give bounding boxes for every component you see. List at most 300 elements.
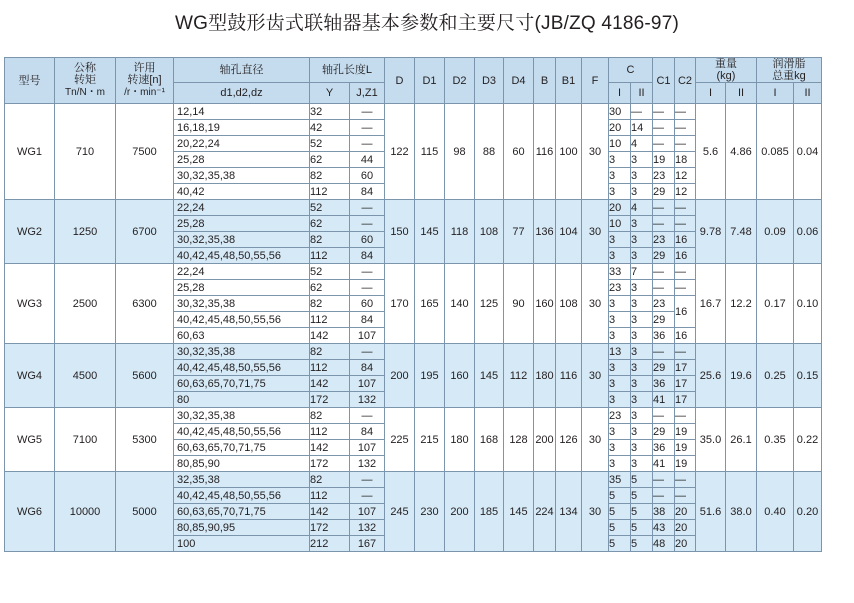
cell-bore: 30,32,35,38 bbox=[174, 344, 310, 360]
cell-c-i: 3 bbox=[609, 360, 631, 376]
cell-c2: 19 bbox=[675, 456, 696, 472]
cell-length-y: 82 bbox=[310, 472, 350, 488]
cell-d2: 200 bbox=[445, 472, 475, 552]
cell-c1: — bbox=[653, 472, 675, 488]
cell-c1: — bbox=[653, 136, 675, 152]
cell-c-ii: 5 bbox=[631, 520, 653, 536]
col-C2: C2 bbox=[675, 58, 696, 104]
col-D: D bbox=[385, 58, 415, 104]
cell-c-ii: 3 bbox=[631, 344, 653, 360]
cell-speed: 5300 bbox=[116, 408, 174, 472]
cell-bore: 30,32,35,38 bbox=[174, 296, 310, 312]
cell-torque: 1250 bbox=[55, 200, 116, 264]
cell-length-j: 167 bbox=[350, 536, 385, 552]
cell-bore: 22,24 bbox=[174, 200, 310, 216]
cell-c1: 29 bbox=[653, 312, 675, 328]
cell-c1: — bbox=[653, 408, 675, 424]
cell-bore: 100 bbox=[174, 536, 310, 552]
cell-c1: 41 bbox=[653, 392, 675, 408]
cell-c-i: 3 bbox=[609, 152, 631, 168]
cell-length-j: 84 bbox=[350, 360, 385, 376]
cell-length-y: 142 bbox=[310, 376, 350, 392]
cell-c-i: 23 bbox=[609, 280, 631, 296]
cell-length-j: 132 bbox=[350, 520, 385, 536]
cell-d: 122 bbox=[385, 104, 415, 200]
cell-bore: 32,35,38 bbox=[174, 472, 310, 488]
cell-c2: 17 bbox=[675, 392, 696, 408]
cell-d3: 145 bbox=[475, 344, 504, 408]
cell-torque: 710 bbox=[55, 104, 116, 200]
col-torque: 公称 转矩 Tn/N・m bbox=[55, 58, 116, 104]
cell-d1: 195 bbox=[415, 344, 445, 408]
cell-c-ii: 3 bbox=[631, 296, 653, 312]
cell-c-ii: 4 bbox=[631, 200, 653, 216]
table-row bbox=[5, 104, 822, 120]
cell-weight-i: 35.0 bbox=[696, 408, 726, 472]
cell-d: 245 bbox=[385, 472, 415, 552]
cell-d4: 90 bbox=[504, 264, 534, 344]
col-c-i: I bbox=[609, 83, 631, 104]
cell-c-ii: 3 bbox=[631, 440, 653, 456]
cell-d2: 160 bbox=[445, 344, 475, 408]
table-row bbox=[5, 408, 822, 424]
cell-c1: — bbox=[653, 216, 675, 232]
cell-c-i: 3 bbox=[609, 456, 631, 472]
cell-weight-ii: 4.86 bbox=[726, 104, 757, 200]
cell-c-i: 10 bbox=[609, 136, 631, 152]
cell-grease-i: 0.09 bbox=[757, 200, 794, 264]
cell-c2: — bbox=[675, 136, 696, 152]
cell-c1: 38 bbox=[653, 504, 675, 520]
cell-length-y: 212 bbox=[310, 536, 350, 552]
table-row bbox=[5, 344, 822, 360]
cell-c2: 16 bbox=[675, 328, 696, 344]
cell-length-j: 132 bbox=[350, 392, 385, 408]
cell-d4: 60 bbox=[504, 104, 534, 200]
cell-c2: — bbox=[675, 488, 696, 504]
cell-b1: 134 bbox=[556, 472, 582, 552]
col-length: 轴孔长度L bbox=[310, 58, 385, 83]
cell-length-y: 82 bbox=[310, 344, 350, 360]
cell-grease-ii: 0.22 bbox=[794, 408, 822, 472]
cell-c2: 18 bbox=[675, 152, 696, 168]
cell-b: 200 bbox=[534, 408, 556, 472]
cell-length-j: — bbox=[350, 120, 385, 136]
cell-d: 200 bbox=[385, 344, 415, 408]
cell-c-ii: 4 bbox=[631, 136, 653, 152]
cell-d4: 128 bbox=[504, 408, 534, 472]
cell-c-ii: 3 bbox=[631, 168, 653, 184]
cell-length-j: 84 bbox=[350, 424, 385, 440]
cell-c-i: 3 bbox=[609, 328, 631, 344]
col-c-ii: II bbox=[631, 83, 653, 104]
cell-c2: — bbox=[675, 472, 696, 488]
cell-c-i: 23 bbox=[609, 408, 631, 424]
cell-length-y: 112 bbox=[310, 184, 350, 200]
cell-grease-i: 0.17 bbox=[757, 264, 794, 344]
cell-grease-i: 0.40 bbox=[757, 472, 794, 552]
cell-model: WG3 bbox=[5, 264, 55, 344]
cell-bore: 40,42 bbox=[174, 184, 310, 200]
cell-weight-ii: 19.6 bbox=[726, 344, 757, 408]
cell-bore: 12,14 bbox=[174, 104, 310, 120]
cell-length-j: 107 bbox=[350, 440, 385, 456]
cell-c2: 20 bbox=[675, 504, 696, 520]
cell-length-j: — bbox=[350, 264, 385, 280]
cell-d3: 185 bbox=[475, 472, 504, 552]
cell-speed: 6300 bbox=[116, 264, 174, 344]
cell-length-y: 142 bbox=[310, 328, 350, 344]
cell-length-j: 44 bbox=[350, 152, 385, 168]
cell-b1: 116 bbox=[556, 344, 582, 408]
cell-model: WG2 bbox=[5, 200, 55, 264]
cell-length-j: — bbox=[350, 136, 385, 152]
cell-c1: — bbox=[653, 280, 675, 296]
cell-c-ii: 5 bbox=[631, 472, 653, 488]
col-model: 型号 bbox=[5, 58, 55, 104]
cell-c1: 48 bbox=[653, 536, 675, 552]
cell-speed: 5000 bbox=[116, 472, 174, 552]
cell-bore: 80,85,90,95 bbox=[174, 520, 310, 536]
cell-length-y: 112 bbox=[310, 312, 350, 328]
cell-torque: 10000 bbox=[55, 472, 116, 552]
cell-c-i: 10 bbox=[609, 216, 631, 232]
cell-bore: 25,28 bbox=[174, 216, 310, 232]
cell-f: 30 bbox=[582, 200, 609, 264]
cell-weight-i: 16.7 bbox=[696, 264, 726, 344]
cell-length-j: 107 bbox=[350, 328, 385, 344]
cell-c2: 17 bbox=[675, 376, 696, 392]
cell-d1: 145 bbox=[415, 200, 445, 264]
col-D3: D3 bbox=[475, 58, 504, 104]
cell-c2: 19 bbox=[675, 424, 696, 440]
col-speed: 许用 转速[n] /r・min⁻¹ bbox=[116, 58, 174, 104]
col-weight: 重量 (kg) bbox=[696, 58, 757, 83]
cell-length-j: — bbox=[350, 104, 385, 120]
cell-c-ii: 5 bbox=[631, 488, 653, 504]
cell-d4: 112 bbox=[504, 344, 534, 408]
cell-length-y: 142 bbox=[310, 440, 350, 456]
cell-length-y: 52 bbox=[310, 136, 350, 152]
cell-grease-ii: 0.20 bbox=[794, 472, 822, 552]
cell-c-ii: 3 bbox=[631, 456, 653, 472]
cell-weight-i: 9.78 bbox=[696, 200, 726, 264]
cell-length-y: 62 bbox=[310, 152, 350, 168]
cell-b: 160 bbox=[534, 264, 556, 344]
cell-c-i: 5 bbox=[609, 536, 631, 552]
cell-c-ii: 3 bbox=[631, 328, 653, 344]
cell-c2: — bbox=[675, 104, 696, 120]
col-D2: D2 bbox=[445, 58, 475, 104]
cell-b1: 108 bbox=[556, 264, 582, 344]
cell-d1: 230 bbox=[415, 472, 445, 552]
cell-bore: 40,42,45,48,50,55,56 bbox=[174, 488, 310, 504]
col-length-j: J,Z1 bbox=[350, 83, 385, 104]
cell-f: 30 bbox=[582, 408, 609, 472]
cell-model: WG5 bbox=[5, 408, 55, 472]
cell-grease-i: 0.35 bbox=[757, 408, 794, 472]
cell-c1: 29 bbox=[653, 424, 675, 440]
cell-speed: 5600 bbox=[116, 344, 174, 408]
cell-c2: 16 bbox=[675, 232, 696, 248]
cell-c1: — bbox=[653, 344, 675, 360]
cell-length-j: 84 bbox=[350, 312, 385, 328]
cell-c-i: 3 bbox=[609, 376, 631, 392]
cell-length-y: 142 bbox=[310, 504, 350, 520]
cell-b1: 104 bbox=[556, 200, 582, 264]
cell-c2: 16 bbox=[675, 248, 696, 264]
col-grease-i: I bbox=[757, 83, 794, 104]
col-length-y: Y bbox=[310, 83, 350, 104]
cell-c-i: 3 bbox=[609, 296, 631, 312]
cell-c-ii: 3 bbox=[631, 424, 653, 440]
cell-torque: 4500 bbox=[55, 344, 116, 408]
cell-length-y: 62 bbox=[310, 216, 350, 232]
cell-grease-i: 0.25 bbox=[757, 344, 794, 408]
cell-length-j: — bbox=[350, 472, 385, 488]
cell-c-ii: 3 bbox=[631, 360, 653, 376]
cell-length-j: — bbox=[350, 216, 385, 232]
cell-torque: 7100 bbox=[55, 408, 116, 472]
cell-c1: 23 bbox=[653, 296, 675, 312]
cell-c-ii: 3 bbox=[631, 376, 653, 392]
cell-grease-ii: 0.10 bbox=[794, 264, 822, 344]
cell-bore: 25,28 bbox=[174, 152, 310, 168]
cell-d4: 145 bbox=[504, 472, 534, 552]
cell-c-i: 3 bbox=[609, 232, 631, 248]
cell-d1: 165 bbox=[415, 264, 445, 344]
cell-b1: 126 bbox=[556, 408, 582, 472]
cell-c-i: 3 bbox=[609, 392, 631, 408]
cell-c2: — bbox=[675, 200, 696, 216]
cell-c-ii: 3 bbox=[631, 152, 653, 168]
cell-c1: 41 bbox=[653, 456, 675, 472]
cell-bore: 30,32,35,38 bbox=[174, 168, 310, 184]
cell-length-y: 82 bbox=[310, 168, 350, 184]
page-title: WG型鼓形齿式联轴器基本参数和主要尺寸(JB/ZQ 4186-97) bbox=[174, 13, 679, 34]
cell-d2: 118 bbox=[445, 200, 475, 264]
cell-speed: 7500 bbox=[116, 104, 174, 200]
cell-length-y: 112 bbox=[310, 248, 350, 264]
cell-length-j: 107 bbox=[350, 504, 385, 520]
cell-grease-i: 0.085 bbox=[757, 104, 794, 200]
col-C: C bbox=[609, 58, 653, 83]
cell-bore: 80 bbox=[174, 392, 310, 408]
cell-bore: 60,63,65,70,71,75 bbox=[174, 376, 310, 392]
cell-c1: 29 bbox=[653, 360, 675, 376]
cell-d3: 168 bbox=[475, 408, 504, 472]
cell-c-ii: 3 bbox=[631, 392, 653, 408]
col-weight-i: I bbox=[696, 83, 726, 104]
cell-c-ii: 7 bbox=[631, 264, 653, 280]
cell-c1: — bbox=[653, 488, 675, 504]
cell-weight-i: 51.6 bbox=[696, 472, 726, 552]
col-weight-ii: II bbox=[726, 83, 757, 104]
cell-weight-ii: 26.1 bbox=[726, 408, 757, 472]
cell-bore: 80,85,90 bbox=[174, 456, 310, 472]
cell-c-i: 3 bbox=[609, 440, 631, 456]
cell-c1: 36 bbox=[653, 328, 675, 344]
cell-c-ii: 3 bbox=[631, 216, 653, 232]
cell-grease-ii: 0.04 bbox=[794, 104, 822, 200]
cell-d2: 140 bbox=[445, 264, 475, 344]
cell-c2: 12 bbox=[675, 168, 696, 184]
cell-c-ii: 14 bbox=[631, 120, 653, 136]
cell-c-i: 5 bbox=[609, 488, 631, 504]
cell-c-ii: 3 bbox=[631, 184, 653, 200]
cell-c-i: 3 bbox=[609, 424, 631, 440]
cell-bore: 40,42,45,48,50,55,56 bbox=[174, 312, 310, 328]
cell-c2: 20 bbox=[675, 520, 696, 536]
cell-length-j: 60 bbox=[350, 232, 385, 248]
coupling-spec-table bbox=[4, 57, 822, 552]
cell-length-j: — bbox=[350, 488, 385, 504]
cell-c1: 23 bbox=[653, 232, 675, 248]
cell-length-y: 52 bbox=[310, 264, 350, 280]
cell-length-j: — bbox=[350, 280, 385, 296]
cell-d3: 88 bbox=[475, 104, 504, 200]
cell-d: 170 bbox=[385, 264, 415, 344]
cell-c-i: 30 bbox=[609, 104, 631, 120]
cell-c-ii: 3 bbox=[631, 312, 653, 328]
cell-length-y: 82 bbox=[310, 232, 350, 248]
col-bore-sub: d1,d2,dz bbox=[174, 83, 310, 104]
cell-model: WG6 bbox=[5, 472, 55, 552]
cell-d2: 98 bbox=[445, 104, 475, 200]
cell-model: WG4 bbox=[5, 344, 55, 408]
table-row bbox=[5, 200, 822, 216]
cell-bore: 30,32,35,38 bbox=[174, 232, 310, 248]
cell-c-i: 33 bbox=[609, 264, 631, 280]
cell-d3: 125 bbox=[475, 264, 504, 344]
cell-d4: 77 bbox=[504, 200, 534, 264]
cell-f: 30 bbox=[582, 344, 609, 408]
cell-bore: 22,24 bbox=[174, 264, 310, 280]
cell-length-y: 112 bbox=[310, 488, 350, 504]
cell-c2: — bbox=[675, 216, 696, 232]
cell-c-ii: 5 bbox=[631, 504, 653, 520]
cell-weight-ii: 7.48 bbox=[726, 200, 757, 264]
cell-c-i: 5 bbox=[609, 504, 631, 520]
table-row bbox=[5, 472, 822, 488]
cell-c-ii: 5 bbox=[631, 536, 653, 552]
col-grease: 润滑脂 总重kg bbox=[757, 58, 822, 83]
cell-bore: 30,32,35,38 bbox=[174, 408, 310, 424]
cell-length-y: 52 bbox=[310, 200, 350, 216]
cell-c2: — bbox=[675, 280, 696, 296]
cell-d1: 115 bbox=[415, 104, 445, 200]
cell-length-j: — bbox=[350, 344, 385, 360]
table-body bbox=[5, 104, 822, 552]
cell-length-y: 82 bbox=[310, 408, 350, 424]
cell-length-y: 112 bbox=[310, 360, 350, 376]
cell-torque: 2500 bbox=[55, 264, 116, 344]
cell-c-i: 20 bbox=[609, 200, 631, 216]
cell-c-i: 13 bbox=[609, 344, 631, 360]
cell-c1: — bbox=[653, 264, 675, 280]
cell-c1: 19 bbox=[653, 152, 675, 168]
cell-f: 30 bbox=[582, 104, 609, 200]
cell-bore: 16,18,19 bbox=[174, 120, 310, 136]
cell-c2: 17 bbox=[675, 360, 696, 376]
cell-length-y: 62 bbox=[310, 280, 350, 296]
cell-c1: 29 bbox=[653, 184, 675, 200]
cell-length-j: 84 bbox=[350, 184, 385, 200]
cell-length-y: 32 bbox=[310, 104, 350, 120]
cell-d: 225 bbox=[385, 408, 415, 472]
cell-c1: 29 bbox=[653, 248, 675, 264]
col-F: F bbox=[582, 58, 609, 104]
cell-c-ii: 3 bbox=[631, 408, 653, 424]
cell-c1: — bbox=[653, 200, 675, 216]
col-grease-ii: II bbox=[794, 83, 822, 104]
cell-length-y: 172 bbox=[310, 392, 350, 408]
cell-c-ii: — bbox=[631, 104, 653, 120]
cell-length-j: 84 bbox=[350, 248, 385, 264]
cell-c2: 16 bbox=[675, 296, 696, 328]
cell-b: 224 bbox=[534, 472, 556, 552]
table-row bbox=[5, 264, 822, 280]
cell-f: 30 bbox=[582, 472, 609, 552]
cell-length-j: — bbox=[350, 408, 385, 424]
cell-d3: 108 bbox=[475, 200, 504, 264]
cell-length-j: 60 bbox=[350, 296, 385, 312]
cell-bore: 25,28 bbox=[174, 280, 310, 296]
cell-c-ii: 3 bbox=[631, 280, 653, 296]
cell-bore: 60,63 bbox=[174, 328, 310, 344]
col-B1: B1 bbox=[556, 58, 582, 104]
col-C1: C1 bbox=[653, 58, 675, 104]
cell-model: WG1 bbox=[5, 104, 55, 200]
cell-c-ii: 3 bbox=[631, 248, 653, 264]
cell-c1: 43 bbox=[653, 520, 675, 536]
cell-bore: 20,22,24 bbox=[174, 136, 310, 152]
cell-c2: 19 bbox=[675, 440, 696, 456]
cell-length-j: 132 bbox=[350, 456, 385, 472]
cell-c2: 12 bbox=[675, 184, 696, 200]
cell-weight-i: 5.6 bbox=[696, 104, 726, 200]
cell-c-i: 5 bbox=[609, 520, 631, 536]
cell-c2: — bbox=[675, 264, 696, 280]
cell-c1: 36 bbox=[653, 440, 675, 456]
cell-c-ii: 3 bbox=[631, 232, 653, 248]
cell-b: 136 bbox=[534, 200, 556, 264]
cell-length-j: 60 bbox=[350, 168, 385, 184]
cell-c1: 23 bbox=[653, 168, 675, 184]
cell-weight-i: 25.6 bbox=[696, 344, 726, 408]
cell-bore: 40,42,45,48,50,55,56 bbox=[174, 360, 310, 376]
col-bore: 轴孔直径 bbox=[174, 58, 310, 83]
cell-c1: — bbox=[653, 120, 675, 136]
cell-f: 30 bbox=[582, 264, 609, 344]
cell-d: 150 bbox=[385, 200, 415, 264]
cell-length-y: 172 bbox=[310, 520, 350, 536]
cell-grease-ii: 0.06 bbox=[794, 200, 822, 264]
cell-b: 180 bbox=[534, 344, 556, 408]
cell-speed: 6700 bbox=[116, 200, 174, 264]
cell-c1: 36 bbox=[653, 376, 675, 392]
cell-bore: 60,63,65,70,71,75 bbox=[174, 440, 310, 456]
cell-c-i: 3 bbox=[609, 184, 631, 200]
cell-bore: 40,42,45,48,50,55,56 bbox=[174, 248, 310, 264]
cell-c-i: 3 bbox=[609, 312, 631, 328]
cell-length-y: 112 bbox=[310, 424, 350, 440]
cell-c-i: 20 bbox=[609, 120, 631, 136]
cell-bore: 40,42,45,48,50,55,56 bbox=[174, 424, 310, 440]
col-D4: D4 bbox=[504, 58, 534, 104]
cell-b: 116 bbox=[534, 104, 556, 200]
cell-c2: — bbox=[675, 344, 696, 360]
